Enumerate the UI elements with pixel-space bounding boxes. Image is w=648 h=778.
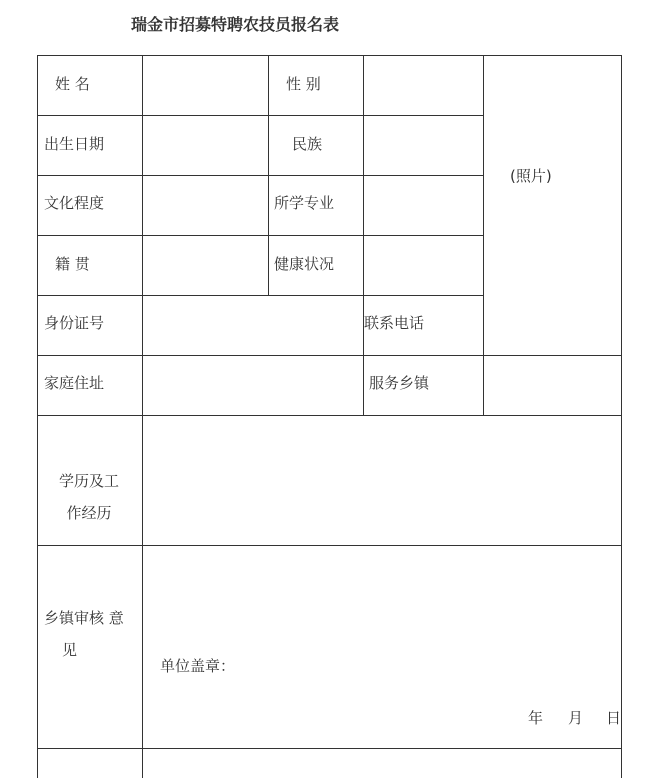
name-value[interactable]: [143, 56, 268, 115]
date-day-label: 日: [606, 709, 622, 727]
row-divider: [37, 748, 622, 749]
service-town-label: 服务乡镇: [369, 374, 430, 392]
major-label: 所学专业: [274, 194, 335, 212]
review-label-line2: 见: [62, 641, 78, 659]
health-label: 健康状况: [274, 255, 335, 273]
review-label-line1: 乡镇审核 意: [44, 609, 124, 627]
experience-label: [39, 465, 139, 529]
date-year-label: 年: [528, 709, 544, 727]
experience-label-line2: 作经历: [66, 504, 112, 522]
experience-value[interactable]: [143, 416, 621, 545]
review-label: [44, 602, 140, 666]
id-number-value[interactable]: [143, 296, 363, 355]
ethnicity-label: 民族: [292, 135, 323, 153]
form-title: 瑞金市招募特聘农技员报名表: [131, 15, 340, 34]
gender-value[interactable]: [364, 56, 483, 115]
birth-date-label: 出生日期: [44, 135, 105, 153]
table-border-top: [37, 55, 622, 56]
health-value[interactable]: [364, 236, 483, 295]
ethnicity-value[interactable]: [364, 116, 483, 175]
major-value[interactable]: [364, 176, 483, 235]
table-border-right: [621, 55, 622, 778]
review-value[interactable]: [143, 546, 621, 646]
address-label: 家庭住址: [44, 374, 105, 392]
photo-placeholder[interactable]: (照片): [510, 167, 552, 185]
birth-date-value[interactable]: [143, 116, 268, 175]
date-month-label: 月: [568, 709, 584, 727]
address-value[interactable]: [143, 356, 363, 415]
seal-label: 单位盖章：: [160, 657, 236, 675]
gender-label: 性 别: [286, 75, 321, 93]
education-label: 文化程度: [44, 194, 105, 212]
service-town-value[interactable]: [484, 356, 621, 415]
column-divider: [268, 55, 269, 295]
table-border-left: [37, 55, 38, 778]
experience-label-line1: 学历及工: [58, 472, 119, 490]
native-place-value[interactable]: [143, 236, 268, 295]
name-label: 姓 名: [55, 75, 90, 93]
education-value[interactable]: [143, 176, 268, 235]
phone-label: 联系电话: [364, 314, 425, 332]
id-number-label: 身份证号: [44, 314, 105, 332]
native-place-label: 籍 贯: [55, 255, 90, 273]
